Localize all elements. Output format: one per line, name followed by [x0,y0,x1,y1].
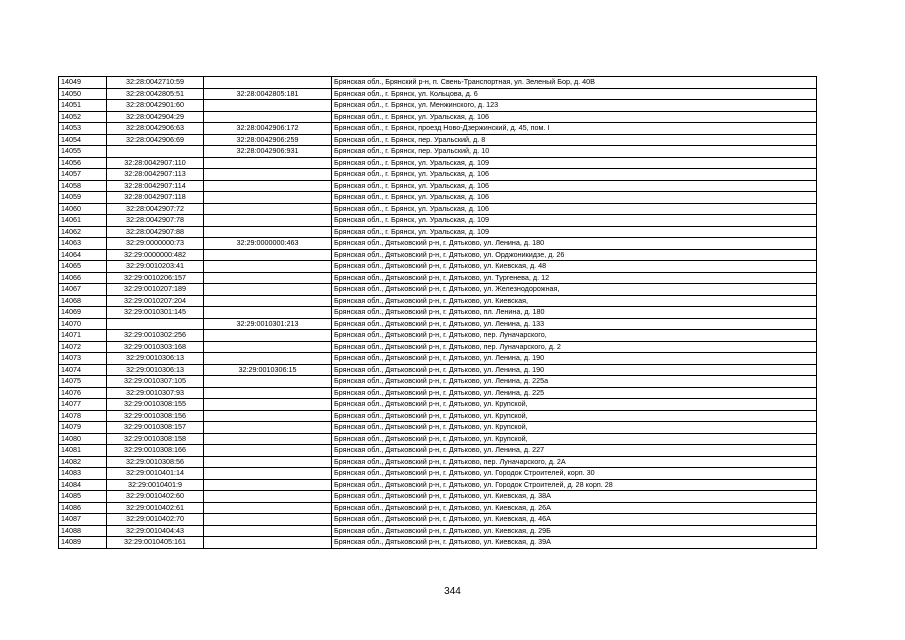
row-number-cell: 14057 [59,169,107,181]
related-cadastral-number-cell [204,100,332,112]
address-cell: Брянская обл., г. Брянск, ул. Уральская, д. 106 [332,203,817,215]
row-number-cell: 14087 [59,514,107,526]
row-number-cell: 14085 [59,491,107,503]
address-cell: Брянская обл., г. Брянск, ул. Уральская, д. 106 [332,180,817,192]
related-cadastral-number-cell [204,410,332,422]
row-number-cell: 14068 [59,295,107,307]
related-cadastral-number-cell [204,226,332,238]
address-cell: Брянская обл., г. Брянск, пер. Уральский, д. 10 [332,146,817,158]
cadastral-number-cell: 32:29:0010301:145 [107,307,204,319]
table-row [59,376,817,388]
address-cell: Брянская обл., Дятьковский р-н, г. Дятьково, ул. Ленина, д. 227 [332,445,817,457]
cadastral-number-cell: 32:29:0010308:155 [107,399,204,411]
address-cell: Брянская обл., Дятьковский р-н, г. Дятьково, ул. Ленина, д. 180 [332,238,817,250]
table-row [59,525,817,537]
cadastral-number-cell: 32:28:0042907:78 [107,215,204,227]
cadastral-number-cell: 32:29:0010307:93 [107,387,204,399]
address-cell: Брянская обл., г. Брянск, ул. Уральская, д. 109 [332,215,817,227]
row-number-cell: 14076 [59,387,107,399]
cadastral-number-cell: 32:29:0000000:73 [107,238,204,250]
table-body [59,77,817,549]
row-number-cell: 14081 [59,445,107,457]
related-cadastral-number-cell [204,215,332,227]
related-cadastral-number-cell [204,514,332,526]
row-number-cell: 14056 [59,157,107,169]
table-row [59,307,817,319]
cadastral-number-cell: 32:29:0010307:105 [107,376,204,388]
address-cell: Брянская обл., г. Брянск, ул. Уральская, д. 109 [332,157,817,169]
cadastral-number-cell [107,146,204,158]
address-cell: Брянская обл., г. Брянск, ул. Уральская, д. 109 [332,226,817,238]
cadastral-number-cell: 32:29:0000000:482 [107,249,204,261]
address-cell: Брянская обл., Дятьковский р-н, г. Дятьково, ул. Киевская, д. 46А [332,514,817,526]
row-number-cell: 14058 [59,180,107,192]
address-cell: Брянская обл., Дятьковский р-н, г. Дятьково, ул. Крупской, [332,399,817,411]
table-row [59,410,817,422]
related-cadastral-number-cell: 32:28:0042906:172 [204,123,332,135]
cadastral-table [58,76,817,549]
address-cell: Брянская обл., Брянский р-н, п. Свень-Транспортная, ул. Зеленый Бор, д. 40В [332,77,817,89]
table-row [59,514,817,526]
table-row [59,353,817,365]
cadastral-number-cell: 32:28:0042901:60 [107,100,204,112]
table-row [59,445,817,457]
cadastral-number-cell: 32:29:0010308:56 [107,456,204,468]
row-number-cell: 14083 [59,468,107,480]
related-cadastral-number-cell [204,307,332,319]
table-row [59,134,817,146]
address-cell: Брянская обл., Дятьковский р-н, г. Дятьково, ул. Киевская, д. 39А [332,537,817,549]
related-cadastral-number-cell [204,479,332,491]
address-cell: Брянская обл., Дятьковский р-н, г. Дятьково, пл. Ленина, д. 180 [332,307,817,319]
row-number-cell: 14069 [59,307,107,319]
related-cadastral-number-cell [204,111,332,123]
row-number-cell: 14079 [59,422,107,434]
related-cadastral-number-cell [204,456,332,468]
table-row [59,491,817,503]
row-number-cell: 14084 [59,479,107,491]
table-row [59,180,817,192]
related-cadastral-number-cell [204,169,332,181]
cadastral-number-cell: 32:28:0042906:69 [107,134,204,146]
row-number-cell: 14052 [59,111,107,123]
cadastral-number-cell: 32:28:0042907:114 [107,180,204,192]
table-row [59,433,817,445]
row-number-cell: 14062 [59,226,107,238]
cadastral-number-cell: 32:28:0042907:118 [107,192,204,204]
row-number-cell: 14059 [59,192,107,204]
table-row [59,192,817,204]
cadastral-number-cell: 32:29:0010207:204 [107,295,204,307]
table-row [59,318,817,330]
address-cell: Брянская обл., Дятьковский р-н, г. Дятьково, ул. Ленина, д. 225а [332,376,817,388]
address-cell: Брянская обл., Дятьковский р-н, г. Дятьково, ул. Железнодорожная, [332,284,817,296]
cadastral-number-cell [107,318,204,330]
cadastral-number-cell: 32:29:0010303:168 [107,341,204,353]
related-cadastral-number-cell [204,525,332,537]
row-number-cell: 14066 [59,272,107,284]
row-number-cell: 14074 [59,364,107,376]
cadastral-number-cell: 32:29:0010302:256 [107,330,204,342]
table-row [59,341,817,353]
address-cell: Брянская обл., Дятьковский р-н, г. Дятьково, ул. Городок Строителей, д. 28 корп. 28 [332,479,817,491]
row-number-cell: 14063 [59,238,107,250]
related-cadastral-number-cell: 32:28:0042906:259 [204,134,332,146]
cadastral-number-cell: 32:29:0010402:60 [107,491,204,503]
row-number-cell: 14053 [59,123,107,135]
table-row [59,330,817,342]
address-cell: Брянская обл., Дятьковский р-н, г. Дятьково, ул. Крупской, [332,433,817,445]
address-cell: Брянская обл., Дятьковский р-н, г. Дятьково, ул. Крупской, [332,422,817,434]
related-cadastral-number-cell [204,192,332,204]
row-number-cell: 14078 [59,410,107,422]
row-number-cell: 14051 [59,100,107,112]
cadastral-number-cell: 32:29:0010308:156 [107,410,204,422]
cadastral-number-cell: 32:28:0042906:63 [107,123,204,135]
cadastral-number-cell: 32:29:0010203:41 [107,261,204,273]
cadastral-number-cell: 32:28:0042907:110 [107,157,204,169]
cadastral-number-cell: 32:29:0010402:61 [107,502,204,514]
address-cell: Брянская обл., Дятьковский р-н, г. Дятьково, ул. Ленина, д. 225 [332,387,817,399]
cadastral-number-cell: 32:28:0042907:88 [107,226,204,238]
related-cadastral-number-cell: 32:29:0010301:213 [204,318,332,330]
related-cadastral-number-cell [204,422,332,434]
cadastral-number-cell: 32:29:0010306:13 [107,353,204,365]
row-number-cell: 14050 [59,88,107,100]
related-cadastral-number-cell [204,341,332,353]
related-cadastral-number-cell [204,491,332,503]
related-cadastral-number-cell [204,537,332,549]
row-number-cell: 14088 [59,525,107,537]
table-row [59,215,817,227]
address-cell: Брянская обл., г. Брянск, пер. Уральский, д. 8 [332,134,817,146]
table-row [59,502,817,514]
row-number-cell: 14067 [59,284,107,296]
cadastral-number-cell: 32:29:0010207:189 [107,284,204,296]
cadastral-number-cell: 32:29:0010308:157 [107,422,204,434]
address-cell: Брянская обл., Дятьковский р-н, г. Дятьково, ул. Киевская, д. 38А [332,491,817,503]
row-number-cell: 14086 [59,502,107,514]
table-row [59,479,817,491]
row-number-cell: 14054 [59,134,107,146]
cadastral-number-cell: 32:28:0042904:29 [107,111,204,123]
address-cell: Брянская обл., Дятьковский р-н, г. Дятьково, пер. Луначарского, д. 2А [332,456,817,468]
row-number-cell: 14072 [59,341,107,353]
row-number-cell: 14060 [59,203,107,215]
address-cell: Брянская обл., Дятьковский р-н, г. Дятьково, ул. Киевская, д. 48 [332,261,817,273]
address-cell: Брянская обл., г. Брянск, ул. Кольцова, д. 6 [332,88,817,100]
row-number-cell: 14071 [59,330,107,342]
table-row [59,387,817,399]
address-cell: Брянская обл., Дятьковский р-н, г. Дятьково, ул. Орджоникидзе, д. 26 [332,249,817,261]
cadastral-number-cell: 32:29:0010401:9 [107,479,204,491]
related-cadastral-number-cell: 32:28:0042906:931 [204,146,332,158]
table-row [59,100,817,112]
table-row [59,284,817,296]
cadastral-number-cell: 32:29:0010306:13 [107,364,204,376]
table-row [59,295,817,307]
table-row [59,249,817,261]
row-number-cell: 14075 [59,376,107,388]
related-cadastral-number-cell [204,376,332,388]
related-cadastral-number-cell [204,468,332,480]
table-row [59,88,817,100]
related-cadastral-number-cell: 32:29:0010306:15 [204,364,332,376]
cadastral-number-cell: 32:28:0042907:72 [107,203,204,215]
row-number-cell: 14089 [59,537,107,549]
address-cell: Брянская обл., Дятьковский р-н, г. Дятьково, ул. Тургенева, д. 12 [332,272,817,284]
row-number-cell: 14077 [59,399,107,411]
related-cadastral-number-cell [204,330,332,342]
address-cell: Брянская обл., Дятьковский р-н, г. Дятьково, пер. Луначарского, [332,330,817,342]
table-row [59,261,817,273]
table-row [59,399,817,411]
page-number: 344 [444,586,461,597]
related-cadastral-number-cell [204,353,332,365]
related-cadastral-number-cell [204,502,332,514]
table-row [59,111,817,123]
related-cadastral-number-cell [204,284,332,296]
related-cadastral-number-cell [204,77,332,89]
table-row [59,77,817,89]
cadastral-number-cell: 32:29:0010308:158 [107,433,204,445]
related-cadastral-number-cell [204,387,332,399]
cadastral-number-cell: 32:29:0010404:43 [107,525,204,537]
row-number-cell: 14082 [59,456,107,468]
cadastral-number-cell: 32:29:0010308:166 [107,445,204,457]
related-cadastral-number-cell [204,445,332,457]
table-row [59,238,817,250]
address-cell: Брянская обл., г. Брянск, ул. Менжинского, д. 123 [332,100,817,112]
table-row [59,422,817,434]
cadastral-number-cell: 32:28:0042710:59 [107,77,204,89]
cadastral-number-cell: 32:29:0010206:157 [107,272,204,284]
related-cadastral-number-cell: 32:29:0000000:463 [204,238,332,250]
row-number-cell: 14070 [59,318,107,330]
address-cell: Брянская обл., Дятьковский р-н, г. Дятьково, ул. Крупской, [332,410,817,422]
related-cadastral-number-cell [204,399,332,411]
address-cell: Брянская обл., Дятьковский р-н, г. Дятьково, ул. Ленина, д. 133 [332,318,817,330]
address-cell: Брянская обл., Дятьковский р-н, г. Дятьково, ул. Киевская, д. 29Б [332,525,817,537]
row-number-cell: 14055 [59,146,107,158]
table-row [59,157,817,169]
row-number-cell: 14064 [59,249,107,261]
row-number-cell: 14049 [59,77,107,89]
table-row [59,364,817,376]
address-cell: Брянская обл., Дятьковский р-н, г. Дятьково, ул. Киевская, [332,295,817,307]
related-cadastral-number-cell [204,180,332,192]
address-cell: Брянская обл., г. Брянск, ул. Уральская, д. 106 [332,111,817,123]
table-row [59,146,817,158]
related-cadastral-number-cell [204,203,332,215]
row-number-cell: 14065 [59,261,107,273]
address-cell: Брянская обл., г. Брянск, ул. Уральская, д. 106 [332,169,817,181]
table-row [59,226,817,238]
address-cell: Брянская обл., Дятьковский р-н, г. Дятьково, ул. Городок Строителей, корп. 30 [332,468,817,480]
cadastral-number-cell: 32:29:0010401:14 [107,468,204,480]
cadastral-number-cell: 32:29:0010402:70 [107,514,204,526]
row-number-cell: 14061 [59,215,107,227]
cadastral-number-cell: 32:29:0010405:161 [107,537,204,549]
address-cell: Брянская обл., Дятьковский р-н, г. Дятьково, пер. Луначарского, д. 2 [332,341,817,353]
table-row [59,456,817,468]
address-cell: Брянская обл., г. Брянск, ул. Уральская, д. 106 [332,192,817,204]
row-number-cell: 14080 [59,433,107,445]
table-row [59,123,817,135]
address-cell: Брянская обл., г. Брянск, проезд Ново-Дзержинский, д. 45, пом. I [332,123,817,135]
related-cadastral-number-cell [204,261,332,273]
related-cadastral-number-cell [204,295,332,307]
related-cadastral-number-cell [204,249,332,261]
address-cell: Брянская обл., Дятьковский р-н, г. Дятьково, ул. Ленина, д. 190 [332,353,817,365]
related-cadastral-number-cell: 32:28:0042805:181 [204,88,332,100]
related-cadastral-number-cell [204,433,332,445]
table-row [59,468,817,480]
cadastral-number-cell: 32:28:0042805:51 [107,88,204,100]
related-cadastral-number-cell [204,157,332,169]
table-row [59,169,817,181]
table-row [59,272,817,284]
address-cell: Брянская обл., Дятьковский р-н, г. Дятьково, ул. Киевская, д. 26А [332,502,817,514]
related-cadastral-number-cell [204,272,332,284]
cadastral-number-cell: 32:28:0042907:113 [107,169,204,181]
row-number-cell: 14073 [59,353,107,365]
table-row [59,537,817,549]
address-cell: Брянская обл., Дятьковский р-н, г. Дятьково, ул. Ленина, д. 190 [332,364,817,376]
table-row [59,203,817,215]
